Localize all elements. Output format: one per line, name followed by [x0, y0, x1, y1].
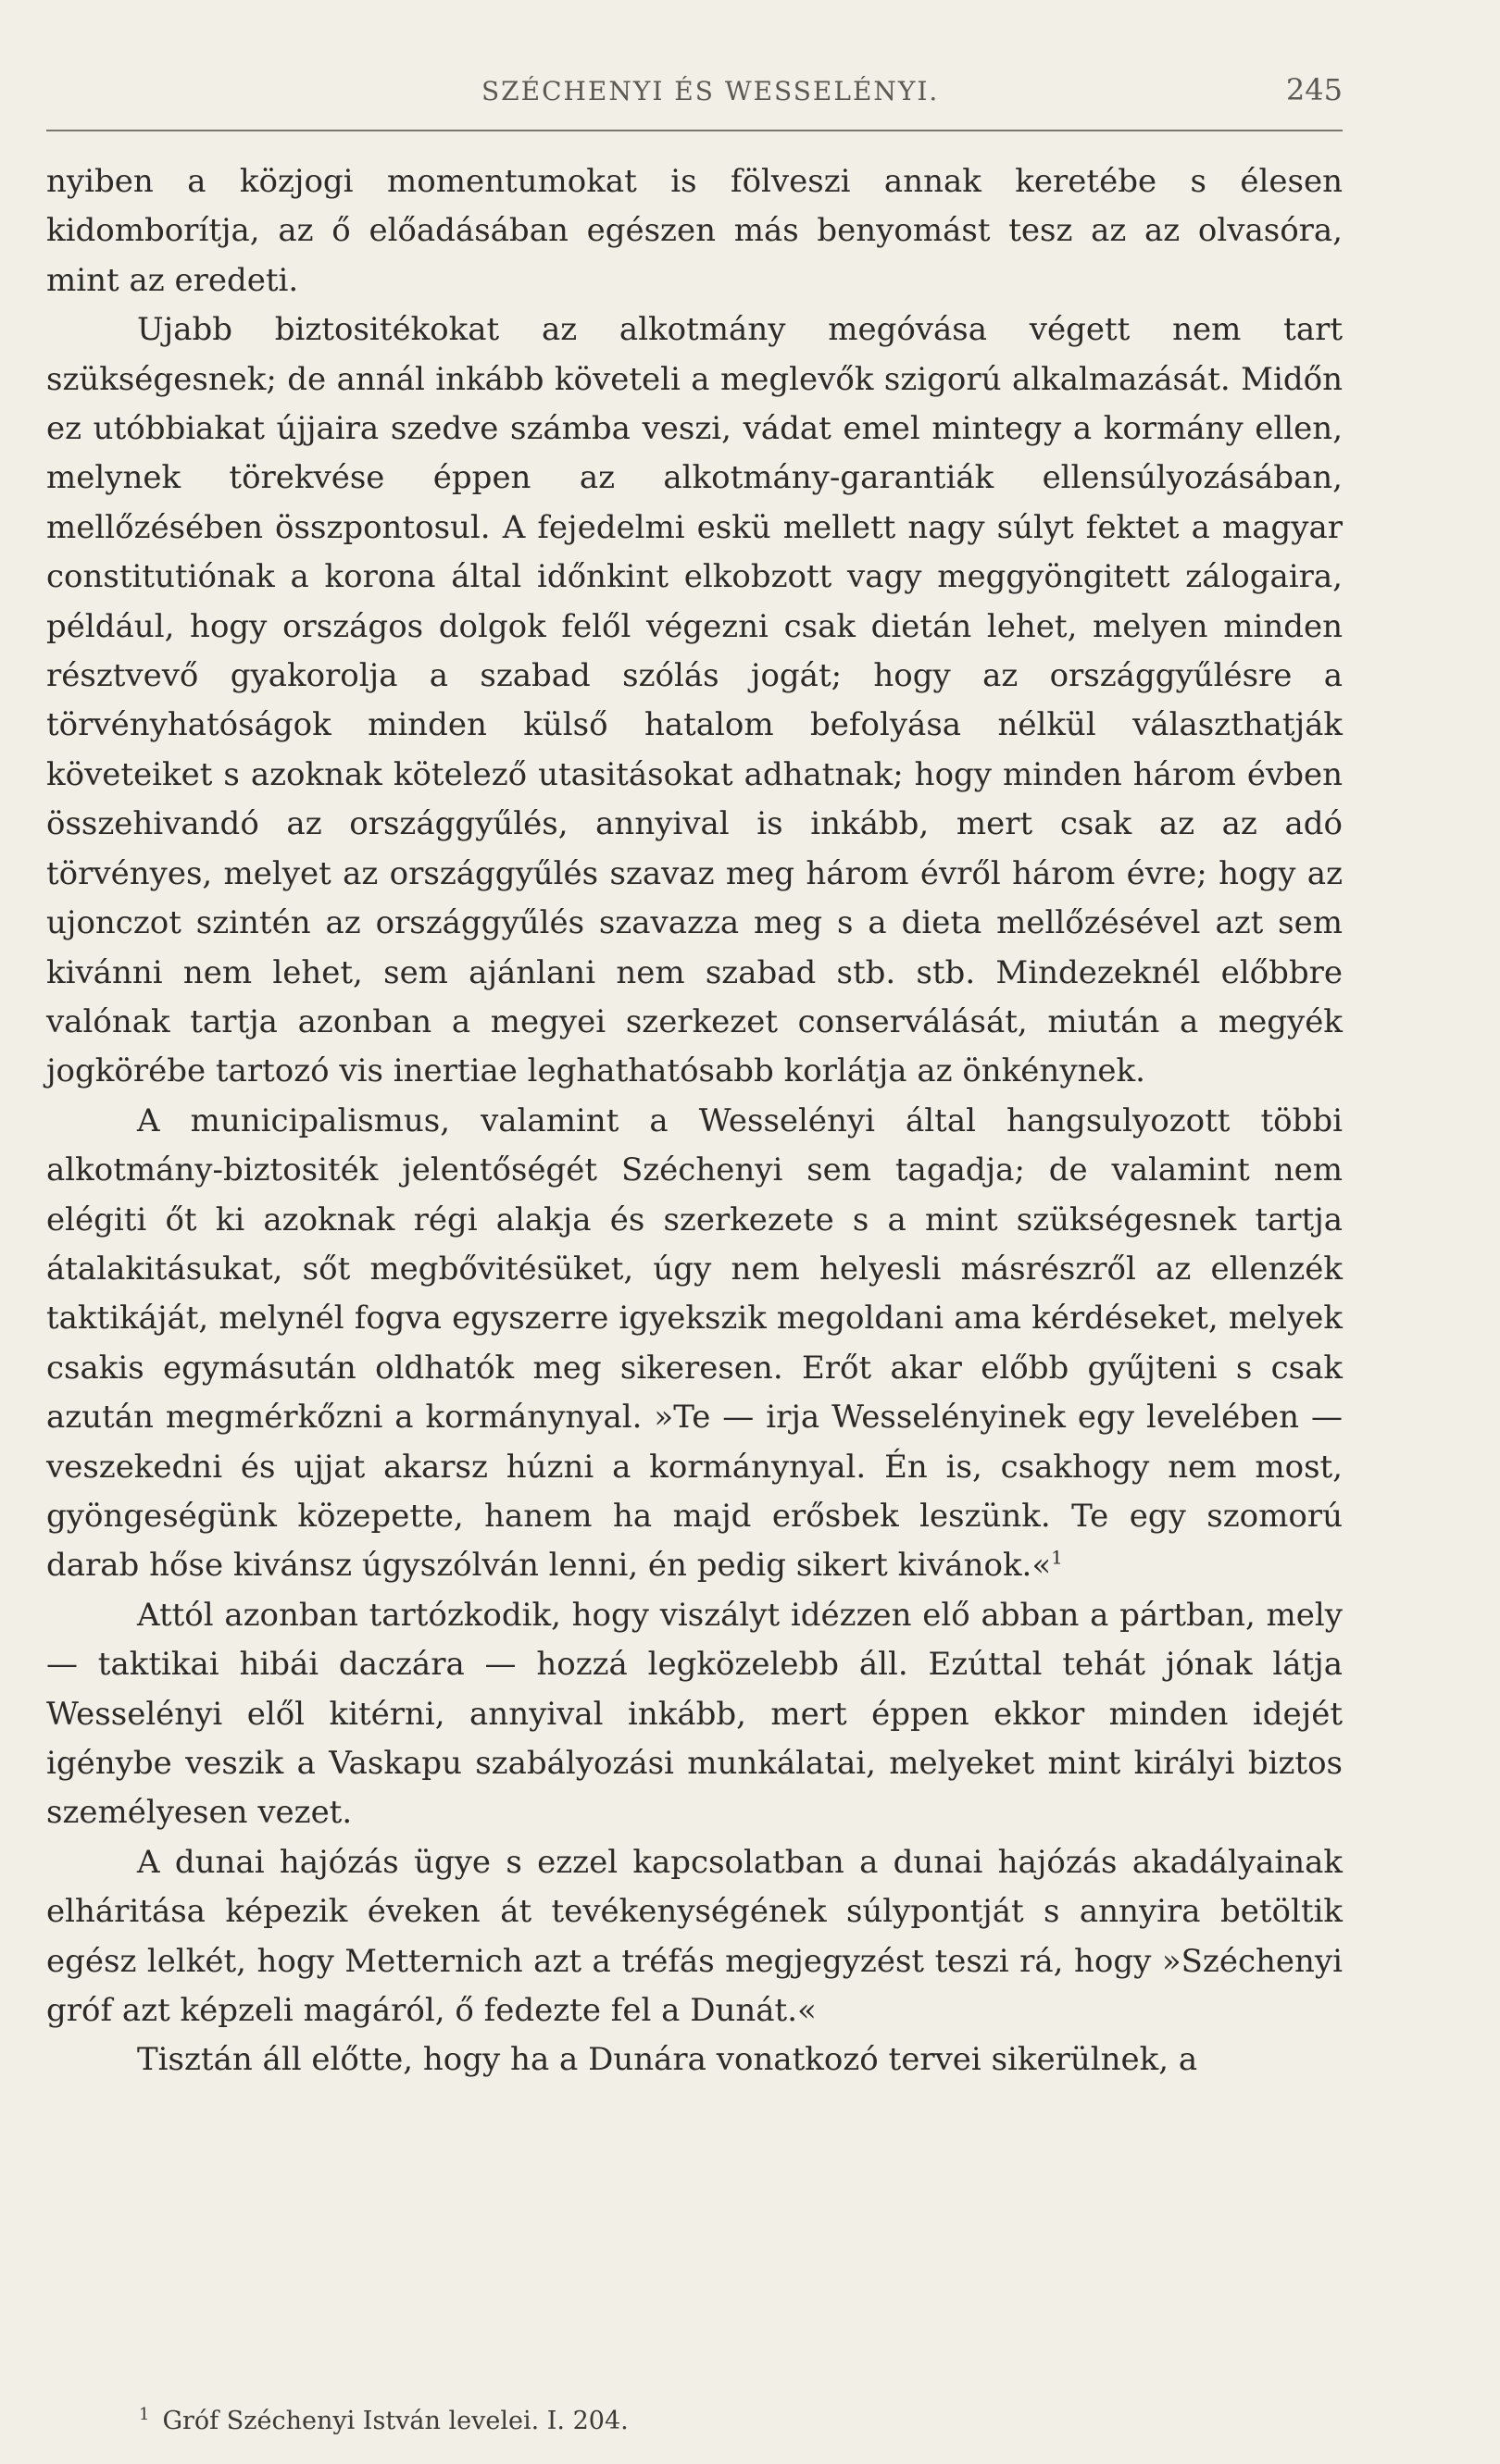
footnote — [139, 2405, 629, 2435]
book-page — [46, 56, 1343, 2085]
page-number: 245 — [1285, 72, 1343, 107]
paragraph-6: Tisztán áll előtte, hogy ha a Dunára vonatkozó tervei sikerülnek, a — [137, 2041, 1198, 2079]
footnote-reference: 1 — [1051, 1547, 1063, 1570]
body-text — [46, 157, 1343, 2085]
paragraph-5: A dunai hajózás ügye s ezzel kapcsolatban a dunai hajózás akadályainak elháritása képezik éveken át tevékenységének súlypontját s annyira betöltik egész lelkét, hogy Metternich azt a tréfás megjegyzést teszi rá, hogy »Széchenyi gróf azt képzeli magáról, ő fedezte fel a Dunát.« — [46, 1843, 1343, 2030]
paragraph-4: Attól azonban tartózkodik, hogy viszályt idézzen elő abban a pártban, mely — taktikai hibái daczára — hozzá legközelebb áll. Ezúttal tehát jónak látja Wesselényi elől kitérni, annyival inkább, mert éppen ekkor minden idejét igénybe veszik a Vaskapu szabályozási munkálatai, melyeket mint királyi biztos személyesen vezet. — [46, 1596, 1343, 1832]
paragraph-3-text: A municipalismus, valamint a Wesselényi által hangsulyozott többi alkotmány-biztositék jelentőségét Széchenyi sem tagadja; de valamint nem elégiti őt ki azoknak régi alakja és szerkezete s a mint szükségesnek tartja átalakitásukat, sőt megbővitésüket, úgy nem helyesli másrészről az ellenzék taktikáját, melynél fogva egyszerre igyekszik megoldani ama kérdéseket, melyek csakis egymásután oldhatók meg sikeresen. Erőt akar előbb gyűjteni s csak azután megmérkőzni a kormánynyal. »Te — irja Wesselényinek egy levelében — veszekedni és ujjat akarsz húzni a kormánynyal. Én is, csakhogy nem most, gyöngeségünk közepette, hanem ha majd erősbek leszünk. Te egy szomorú darab hőse kivánsz úgyszólván lenni, én pedig sikert kivánok.« — [46, 1101, 1343, 1585]
running-title: SZÉCHENYI ÉS WESSELÉNYI. — [481, 76, 940, 106]
running-head — [46, 56, 1343, 131]
paragraph-3 — [46, 1097, 1343, 1591]
paragraph-2: Ujabb biztositékokat az alkotmány megóvása végett nem tart szükségesnek; de annál inkább követeli a meglevők szigorú alkalmazását. Midőn ez utóbbiakat újjaira szedve számba veszi, vádat emel mintegy a kormány ellen, melynek törekvése éppen az alkotmány-garantiák ellensúlyozásában, mellőzésében összpontosul. A fejedelmi eskü mellett nagy súlyt fektet a magyar constitutiónak a korona által időnkint elkobzott vagy meggyöngitett zálogaira, például, hogy országos dolgok felől végezni csak dietán lehet, melyen minden résztvevő gyakorolja a szabad szólás jogát; hogy az országgyűlésre a törvényhatóságok minden külső hatalom befolyása nélkül választhatják követeiket s azoknak kötelező utasitásokat adhatnak; hogy minden három évben összehivandó az országgyűlés, annyival is inkább, mert csak az az adó törvényes, melyet az országgyűlés szavaz meg három évről három évre; hogy az ujonczot szintén az országgyűlés szavazza meg s a dieta mellőzésével azt sem kivánni nem lehet, sem ajánlani nem szabad stb. stb. Mindezeknél előbbre valónak tartja azonban a megyei szerkezet conserválását, miután a megyék jogkörébe tartozó vis inertiae leghathatósabb korlátja az önkénynek. — [46, 311, 1343, 1090]
paragraph-1: nyiben a közjogi momentumokat is fölveszi annak keretébe s élesen kidomborítja, az ő előadásában egészen más benyomást tesz az az olvasóra, mint az eredeti. — [46, 163, 1343, 299]
footnote-mark: 1 — [139, 2405, 150, 2424]
footnote-text: Gróf Széchenyi István levelei. I. 204. — [162, 2407, 629, 2435]
